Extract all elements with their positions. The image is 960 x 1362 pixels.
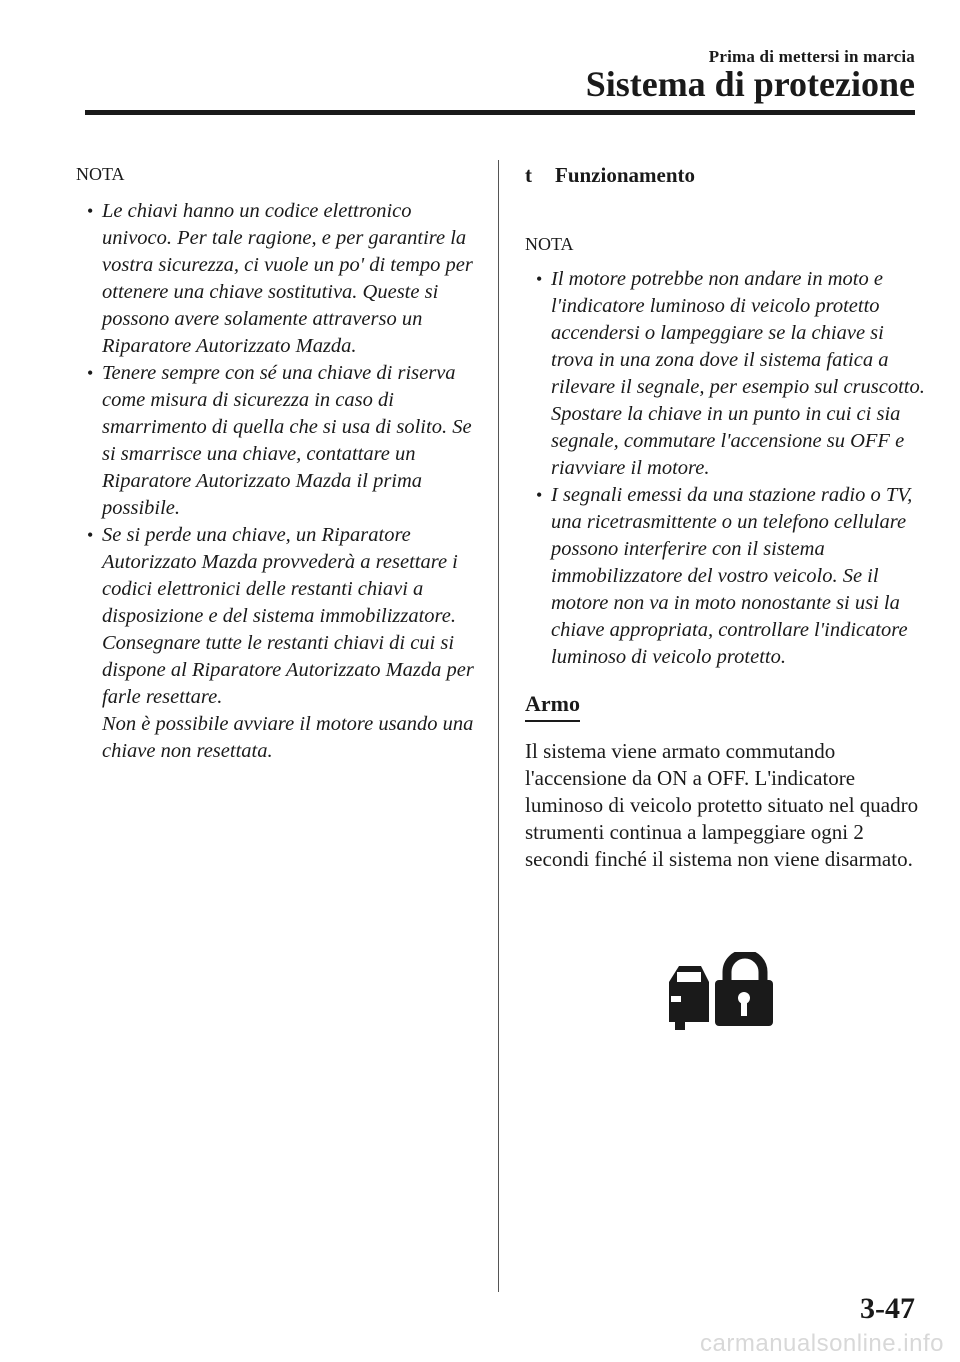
list-item-text: Il motore potrebbe non andare in moto e l'indicatore luminoso di veicolo protetto accendersi o lampeggiare se la chiave si trova in una zona dove il sistema fatica a rilevare il segnale, per esempio sul cruscotto. Spostare la chiave in un punto in cui ci sia segnale, commutare l'accensione su OFF e riavviare il motore.: [551, 268, 925, 479]
header-rule: [85, 110, 915, 115]
right-column: [525, 160, 925, 873]
bullet-dot: •: [87, 201, 94, 221]
watermark: carmanualsonline.info: [700, 1330, 944, 1357]
note-label: NOTA: [76, 164, 125, 184]
list-item-text: Tenere sempre con sé una chiave di riserva come misura di sicurezza in caso di smarrimento di quella che si usa di solito. Se si smarrisce una chiave, contattare un Riparatore Autorizzato Mazda il prima possibile.: [102, 362, 472, 519]
list-item: [525, 482, 925, 671]
note-label: NOTA: [525, 234, 574, 254]
list-item: [76, 522, 476, 765]
bullet-dot: •: [536, 485, 543, 505]
list-item: [76, 360, 476, 522]
list-item-text: Se si perde una chiave, un Riparatore Autorizzato Mazda provvederà a resettare i codici elettronici delle restanti chiavi a disposizione e del sistema immobilizzatore. Consegnare tutte le restanti chiavi di cui si dispone al Riparatore Autorizzato Mazda per farle resettare.: [102, 524, 474, 708]
security-indicator-icon: [665, 952, 777, 1034]
left-column: [76, 160, 476, 765]
list-item-extra-text: Non è possibile avviare il motore usando una chiave non resettata.: [102, 713, 474, 762]
bullet-dot: •: [87, 363, 94, 383]
list-item-text: I segnali emessi da una stazione radio o TV, una ricetrasmittente o un telefono cellulare possono interferire con il sistema immobilizzatore del vostro veicolo. Se il motore non va in moto nonostante si usi la chiave appropriata, controllare l'indicatore luminoso di veicolo protetto.: [551, 484, 913, 668]
list-item: [525, 266, 925, 482]
column-divider: [498, 160, 499, 1292]
bullet-dot: •: [536, 269, 543, 289]
section-heading-text: Funzionamento: [555, 163, 696, 187]
section-heading: [525, 160, 925, 190]
section-title: Sistema di protezione: [585, 64, 915, 104]
section-marker: t: [525, 163, 532, 187]
note-list: [525, 266, 925, 671]
chapter-title: Prima di mettersi in marcia: [708, 47, 915, 66]
page-number: 3-47: [860, 1292, 915, 1325]
list-item: [76, 198, 476, 360]
note-list: [76, 198, 476, 765]
list-item-text: Le chiavi hanno un codice elettronico univoco. Per tale ragione, e per garantire la vostra sicurezza, ci vuole un po' di tempo per ottenere una chiave sostitutiva. Queste si possono avere solamente attraverso un Riparatore Autorizzato Mazda.: [102, 200, 473, 357]
subheading-armo: Armo: [525, 689, 580, 722]
body-paragraph: Il sistema viene armato commutando l'accensione da ON a OFF. L'indicatore luminoso di veicolo protetto situato nel quadro strumenti continua a lampeggiare ogni 2 secondi finché il sistema non viene disarmato.: [525, 739, 919, 871]
bullet-dot: •: [87, 525, 94, 545]
